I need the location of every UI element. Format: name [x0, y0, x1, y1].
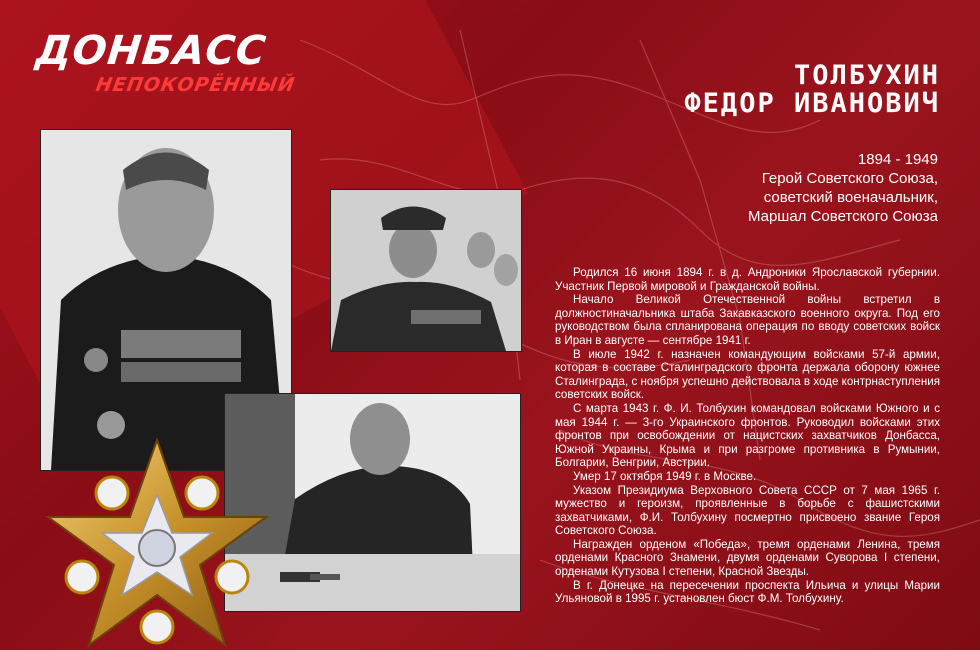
bio-paragraph: В июле 1942 г. назначен командующим войсками 57-й армии, которая в составе Сталинградского фронта держала оборону южнее Сталинграда, с ноября успешно действовала в ходе контрнаступления советских войск. — [555, 347, 940, 402]
title-line-2: советский военачальник, — [763, 189, 938, 206]
bio-paragraph: В г. Донецке на пересечении проспекта Ильича и улицы Марии Ульяновой в 1995 г. установлен бюст Ф.М. Толбухину. — [555, 578, 940, 606]
bio-paragraph: Умер 17 октября 1949 г. в Москве. — [573, 469, 757, 483]
biography-text — [555, 266, 940, 606]
bio-paragraph: С марта 1943 г. Ф. И. Толбухин командовал войсками Южного и с мая 1944 г. — 3-го Украинского фронтов. Руководил войсками этих фронтов при освобождении от нацистских захватчиков Донбасса, Южной Украины, Крыма и при разгроме противника в Румынии, Болгарии, Венгрии, Австрии. — [555, 401, 940, 470]
parade-photo — [330, 189, 522, 352]
bio-paragraph: Указом Президиума Верховного Совета СССР от 7 мая 1965 г. мужество и героизм, проявленные в борьбе с фашистскими захватчиками, Ф.И. Толбухину посмертно присвоено звание Героя Советского Союза. — [555, 483, 940, 538]
life-years: 1894 - 1949 — [857, 151, 938, 168]
surname: ТОЛБУХИН — [793, 60, 940, 91]
victory-order-icon — [42, 435, 272, 650]
bio-paragraph: Награжден орденом «Победа», тремя орденами Ленина, тремя орденами Красного Знамени, двумя орденами Суворова I степени, орденами Кутузова I степени, Красной Звезды. — [555, 537, 940, 579]
bio-paragraph: Начало Великой Отечественной войны встретил в должностиначальника штаба Закавказского военного округа. Под его руководством была спланирована операция по вводу советских войск в Иран в августе — сентябре 1941 г. — [555, 293, 940, 347]
summary-block — [618, 150, 938, 226]
title-line-3: Маршал Советского Союза — [747, 208, 938, 225]
given-names: ФЕДОР ИВАНОВИЧ — [684, 88, 940, 119]
bio-paragraph: Родился 16 июня 1894 г. в д. Андроники Ярославской губернии. Участник Первой мировой и Гражданской войны. — [555, 266, 940, 293]
title-line-1: Герой Советского Союза, — [761, 170, 938, 187]
logo-title: ДОНБАСС — [33, 28, 269, 74]
logo-subtitle: НЕПОКОРЁННЫЙ — [94, 74, 297, 96]
